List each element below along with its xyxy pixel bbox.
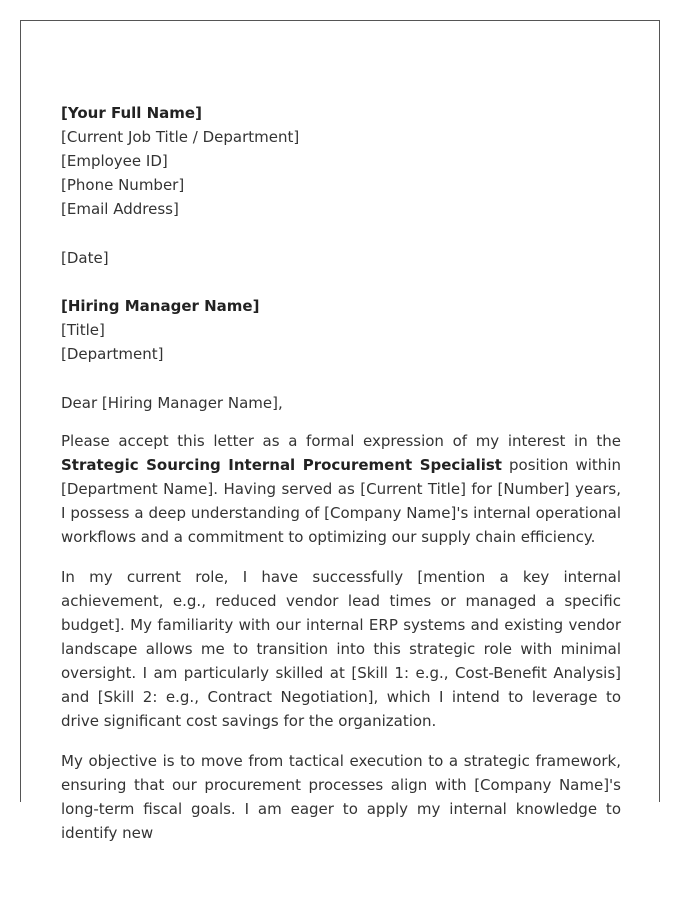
recipient-department: [Department] — [61, 345, 164, 363]
paragraph-intro-rest: position within [Department Name]. Having served as [Current Title] for [Number] years, I possess a deep understanding of [Company Name]'s internal operational workflows and a commitment to optimizing our supply chain efficiency. — [61, 456, 621, 546]
paragraph-intro — [61, 429, 621, 549]
salutation: Dear [Hiring Manager Name], — [61, 394, 283, 412]
recipient-name: [Hiring Manager Name] — [61, 297, 260, 315]
position-title: Strategic Sourcing Internal Procurement Specialist — [61, 456, 502, 474]
letter-body — [61, 101, 621, 861]
sender-title: [Current Job Title / Department] — [61, 128, 300, 146]
paragraph-experience: In my current role, I have successfully [mention a key internal achievement, e.g., reduced vendor lead times or managed a specific budget]. My familiarity with our internal ERP systems and existing vendor landscape allows me to transition into this strategic role with minimal oversight. I am particularly skilled at [Skill 1: e.g., Cost-Benefit Analysis] and [Skill 2: e.g., Contract Negotiation], which I intend to leverage to drive significant cost savings for the organization. — [61, 568, 621, 730]
sender-block — [61, 101, 621, 221]
sender-email: [Email Address] — [61, 200, 179, 218]
letter-page — [20, 20, 660, 842]
sender-name: [Your Full Name] — [61, 104, 202, 122]
recipient-title: [Title] — [61, 321, 105, 339]
letter-date: [Date] — [61, 249, 109, 267]
paragraph-intro-lead: Please accept this letter as a formal expression of my interest in the — [61, 432, 621, 450]
sender-phone: [Phone Number] — [61, 176, 185, 194]
recipient-block — [61, 294, 621, 366]
paragraph-objective: My objective is to move from tactical execution to a strategic framework, ensuring that our procurement processes align with [Company Name]'s long-term fiscal goals. I am eager to apply my internal knowledge to identify new — [61, 752, 621, 842]
sender-employee-id: [Employee ID] — [61, 152, 168, 170]
